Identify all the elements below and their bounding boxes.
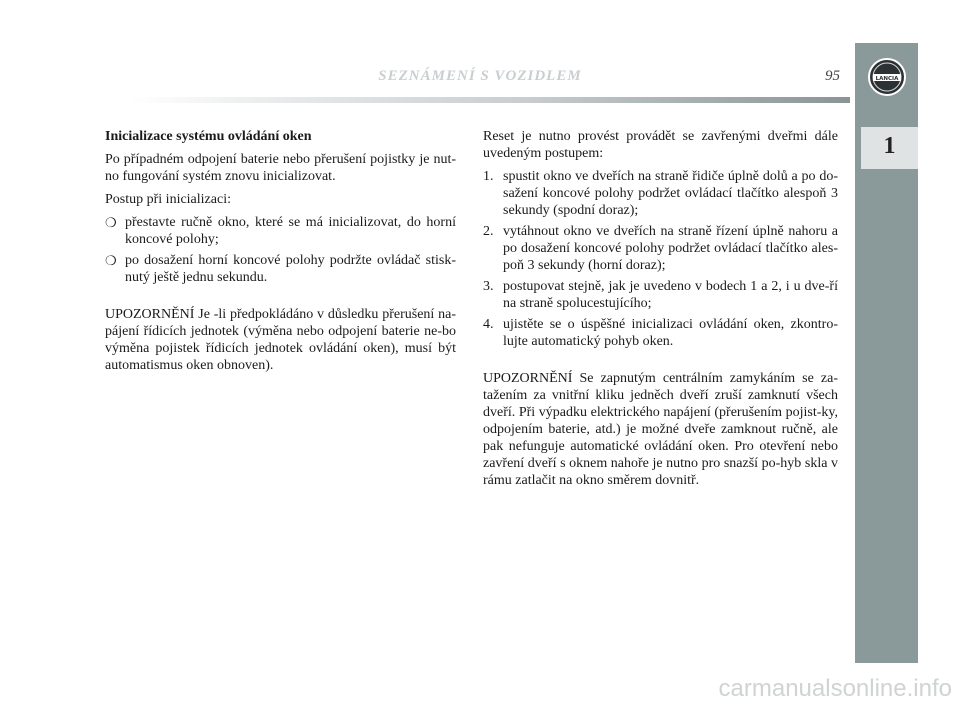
page-title: SEZNÁMENÍ S VOZIDLEM xyxy=(378,68,582,84)
step-number: 4. xyxy=(483,317,494,332)
page-number: 95 xyxy=(825,68,840,84)
step-number: 1. xyxy=(483,169,494,184)
procedure-label: Postup při inicializaci: xyxy=(105,192,231,207)
list-item-text: postupovat stejně, jak je uvedeno v bodech 1 a 2, i u dve-ří na straně spolucestujícího; xyxy=(503,279,838,311)
intro-paragraph: Reset je nutno provést provádět se zavřenými dveřmi dále uvedeným postupem: xyxy=(483,129,838,161)
step-number: 3. xyxy=(483,279,494,294)
left-column xyxy=(105,128,456,380)
list-item xyxy=(483,168,838,219)
list-item-text: po dosažení horní koncové polohy podržte ovládač stisk-nutý ještě jednu sekundu. xyxy=(125,253,456,285)
logo-text: LANCIA xyxy=(875,76,899,82)
right-column xyxy=(483,128,838,495)
list-item-text: ujistěte se o úspěšné inicializaci ovládání oken, zkontro-lujte automatický pohyb oken. xyxy=(503,317,838,349)
list-item xyxy=(105,252,456,286)
list-item xyxy=(483,316,838,350)
section-heading: Inicializace systému ovládání oken xyxy=(105,129,312,144)
bullet-circle-icon: ❍ xyxy=(105,215,117,230)
intro-paragraph: Po případném odpojení baterie nebo přerušení pojistky je nut-no fungování systém znovu inicializovat. xyxy=(105,152,456,184)
note-paragraph: UPOZORNĚNÍ Se zapnutým centrálním zamykáním se za-tažením za vnitřní kliku jedněch dveří zruší zamknutí všech dveří. Při výpadku elektrického napájení (přerušením pojist-ky, odpojením baterie, atd.) je možné dveře zamknout ručně, ale pak nefunguje automatické ovládání oken. Pro otevření nebo zavření dveří s oknem nahoře je nutno pro snazší po-hyb skla v rámu zatlačit na okno směrem dovnitř. xyxy=(483,371,838,488)
step-number: 2. xyxy=(483,224,494,239)
list-item-text: spustit okno ve dveřích na straně řidiče úplně dolů a po do-sažení koncové polohy podržet ovládací tlačítko alespoň 3 sekundy (spodní doraz); xyxy=(503,169,838,218)
numbered-list xyxy=(483,168,838,350)
bullet-list xyxy=(105,214,456,286)
chapter-tab[interactable] xyxy=(861,127,918,169)
header-divider xyxy=(130,97,850,103)
bullet-circle-icon: ❍ xyxy=(105,253,117,268)
list-item-text: vytáhnout okno ve dveřích na straně řízení úplně nahoru a po dosažení koncové polohy podržet ovládací tlačítko ales-poň 3 sekundy (horní doraz); xyxy=(503,224,838,273)
watermark: carmanualsonline.info xyxy=(718,675,952,702)
list-item-text: přestavte ručně okno, které se má inicializovat, do horní koncové polohy; xyxy=(125,215,456,247)
list-item xyxy=(483,278,838,312)
list-item xyxy=(483,223,838,274)
list-item xyxy=(105,214,456,248)
note-paragraph: UPOZORNĚNÍ Je -li předpokládáno v důsledku přerušení na-pájení řídicích jednotek (výměna nebo odpojení baterie ne-bo výměna pojistek řídicích jednotek ovládání oken), musí být automatismus oken obnoven). xyxy=(105,307,456,373)
chapter-number: 1 xyxy=(883,133,896,159)
